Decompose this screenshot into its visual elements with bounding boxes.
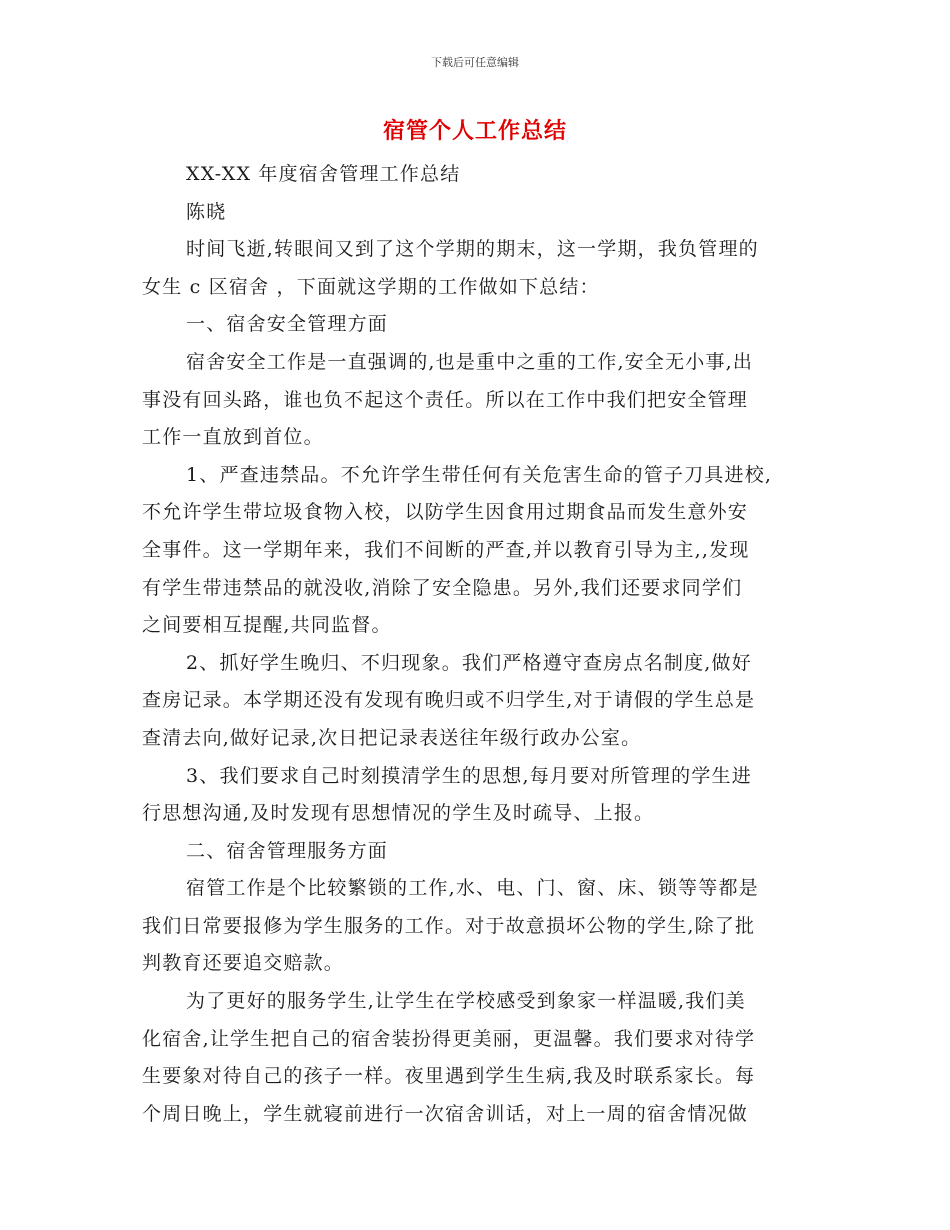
text-line: 之间要相互提醒,共同监督。	[142, 614, 392, 637]
text-line: 时间飞逝,转眼间又到了这个学期的期末，这一学期，我负管理的	[186, 238, 759, 261]
header-note: 下载后可任意编辑	[431, 56, 519, 69]
text-line: 生要象对待自己的孩子一样。夜里遇到学生生病,我及时联系家长。每	[142, 1065, 756, 1088]
text-line: 有学生带违禁品的就没收,消除了安全隐患。另外,我们还要求同学们	[142, 576, 743, 599]
text-line: 不允许学生带垃圾食物入校，以防学生因食用过期食品而发生意外安	[142, 501, 749, 524]
document-body	[142, 156, 812, 1133]
text-line: 判教育还要追交赔款。	[142, 952, 345, 975]
text-line: 查清去向,做好记录,次日把记录表送往年级行政办公室。	[142, 726, 642, 749]
text-line: 二、宿舍管理服务方面	[186, 839, 389, 862]
text-line: 宿管工作是个比较繁锁的工作,水、电、门、窗、床、锁等等都是	[186, 877, 759, 900]
text-line: 行思想沟通,及时发现有思想情况的学生及时疏导、上报。	[142, 802, 655, 825]
text-line: 宿舍安全工作是一直强调的,也是重中之重的工作,安全无小事,出	[186, 350, 754, 373]
text-line: 1、严查违禁品。不允许学生带任何有关危害生命的管子刀具进校,	[186, 463, 773, 486]
text-line: 2、抓好学生晚归、不归现象。我们严格遵守查房点名制度,做好	[186, 651, 752, 674]
text-line: 为了更好的服务学生,让学生在学校感受到象家一样温暖,我们美	[186, 990, 746, 1013]
text-line: 陈晓	[186, 200, 227, 223]
text-line: 事没有回头路，谁也负不起这个责任。所以在工作中我们把安全管理	[142, 388, 749, 411]
text-line: 个周日晚上，学生就寝前进行一次宿舍训话，对上一周的宿舍情况做	[142, 1102, 749, 1125]
text-line: 化宿舍,让学生把自己的宿舍装扮得更美丽，更温馨。我们要求对待学	[142, 1027, 756, 1050]
text-line: 女生 c 区宿舍 ，下面就这学期的工作做如下总结：	[142, 275, 600, 298]
text-line: 3、我们要求自己时刻摸清学生的思想,每月要对所管理的学生进	[186, 764, 752, 787]
text-line: 查房记录。本学期还没有发现有晚归或不归学生,对于请假的学生总是	[142, 689, 756, 712]
text-line: 我们日常要报修为学生服务的工作。对于故意损坏公物的学生,除了批	[142, 914, 756, 937]
page-title: 宿管个人工作总结	[382, 119, 567, 144]
text-line: 一、宿舍安全管理方面	[186, 313, 389, 336]
text-line: XX-XX 年度宿舍管理工作总结	[186, 163, 461, 185]
text-line: 工作一直放到首位。	[142, 426, 324, 449]
text-line: 全事件。这一学期年来，我们不间断的严查,并以教育引导为主,,发现	[142, 538, 750, 561]
